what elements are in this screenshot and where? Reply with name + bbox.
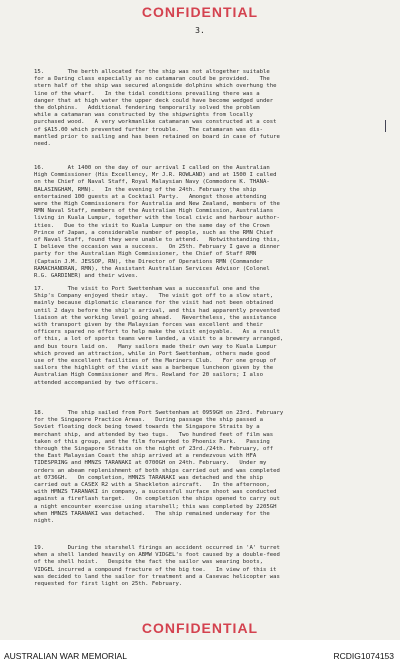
paragraph-19: 19. During the starshell firings an accident occurred in 'A' turret when a shell landed heavily on ABMW VIDGEL's foot caused by a double-feed of the shell hoist. Despite the fact the sailor was wearing boots, VIDGEL incurred a compound fracture of the big toe. In view of this it was decided to land the sailor for treatment and a Casevac helicopter was requested for first light on 25th. February.: [34, 545, 280, 588]
paragraph-15: 15. The berth allocated for the ship was not altogether suitable for a Daring class especially as no catamaran could be provided. The stern half of the ship was secured alongside dolphins which overhung the line of the wharf. In the tidal conditions prevailing there was a danger that at high water the upper deck could have become wedged under the dolphins. Additional fendering temporarily solved the problem while a catamaran was constructed by the shipwrights from locally purchased wood. A very workmanlike catamaran was constructed at a cost of $A15.00 which prevented further trouble. The catamaran was dis- mantled prior to sailing and has been retained on board in case of future need.: [34, 69, 280, 148]
paragraph-18: 18. The ship sailed from Port Swettenham at 0959GH on 23rd. February for the Singapore Practice Areas. During passage the ship passed a Soviet floating dock being towed towards the Singapore Straits by a merchant ship, and attended by two tugs. Two hundred feet of film was taken of this group, and the film forwarded to Phoenix Park. Passing through the Singapore Straits on the night of 23rd./24th. February, off the East Malaysian Coast the ship arrived at a rendezvous with HFA TIDESPRING and HMNZS TARANAKI at 0700GH on 24th. February. Under my orders an abeam replenishment of both ships carried out and was completed at 0736GH. On completion, HMNZS TARANAKI was detached and the ship carried out a CASEX R2 with a Shackleton aircraft. In the afternoon, with HMNZS TARANAKI in company, a successful surface shoot was conducted against a fireflash target. On completion the ships opened to carry out a night encounter exercise using starshell; this was completed by 2205GH when HMNZS TARANAKI was detached. The ship remained underway for the night.: [34, 410, 284, 525]
paragraph-17: 17. The visit to Port Swettenham was a successful one and the Ship's Company enjoyed their stay. The visit got off to a slow start, mainly because diplomatic clearance for the visit had not been obtained until 2 days before the ship's arrival, and this had apparently prevented liaison at the working level going ahead. Nevertheless, the assistance with transport given by the Malaysian forces was excellent and their officers spared no effort to help make the visit enjoyable. As a result of this, a lot of sports teams were landed, a visit to a brewery arranged, and bus tours laid on. Many sailors made their own way to Kuala Lumpur which proved an attraction, while in Port Swettenham, others made good use of the excellent facilities of the Mariners Club. For one group of sailors the highlight of the visit was a barbeque luncheon given by the Australian High Commissioner and Mrs. Rowland for 20 sailors; I also attended accompanied by two officers.: [34, 286, 284, 386]
page-number: 3.: [195, 26, 205, 35]
confidential-stamp-bottom: CONFIDENTIAL: [141, 620, 259, 636]
margin-mark: [385, 120, 386, 132]
archive-credit: AUSTRALIAN WAR MEMORIAL: [4, 651, 127, 661]
confidential-stamp-top: CONFIDENTIAL: [141, 4, 259, 20]
paragraph-16: 16. At 1400 on the day of our arrival I called on the Australian High Commissioner (His Excellency, Mr J.R. ROWLAND) and at 1500 I called on the Chief of Naval Staff, Royal Malaysian Navy (Commodore K. THANA- BALASINGHAM, RMN). In the evening of the 24th. February the ship entertained 100 guests at a Cocktail Party. Amongst those attending were the High Commissioners for Australia and New Zealand, members of the RMN Naval Staff, members of the Australian High Commission, Australians living in Kuala Lumpur, together with the local civic and harbour author- ities. Due to the visit to Kuala Lumpur on the same day of the Crown Prince of Japan, a considerable number of people, such as the RMN Chief of Naval Staff, found they were unable to attend. Notwithstanding this, I believe the occasion was a success. On 25th. February I gave a dinner party for the Australian High Commissioner, the Chief of Staff RMN (Captain J.M. JESSOP, RN), the Director of Operations RMN (Commander RAMACHANDRAN, RMN), the Assistant Australian Services Advisor (Colonel R.G. GARDINER) and their wives.: [34, 165, 280, 280]
record-id: RCDIG1074153: [333, 651, 394, 661]
